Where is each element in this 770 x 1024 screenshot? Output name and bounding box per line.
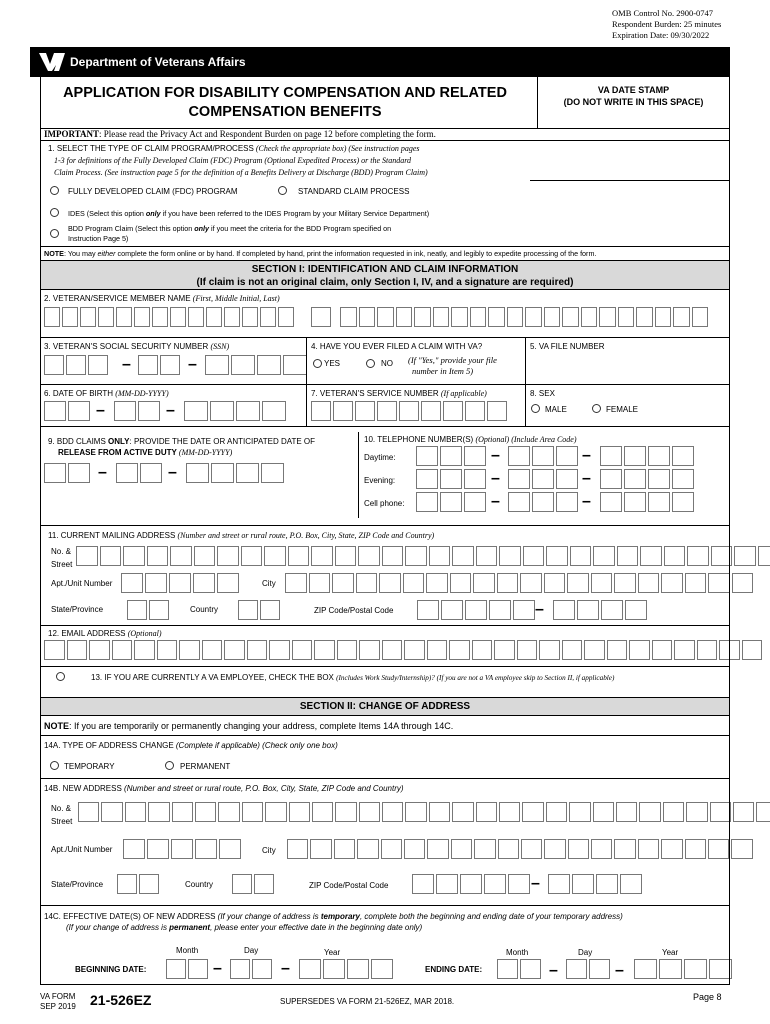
end-month-boxes[interactable] — [497, 959, 541, 979]
item12-label — [48, 629, 162, 638]
new-zip-main[interactable] — [412, 874, 530, 894]
mailing-city-boxes[interactable] — [285, 573, 753, 593]
form-title-line1: APPLICATION FOR DISABILITY COMPENSATION AND RELATED — [63, 85, 507, 101]
end-year-header: Year — [662, 948, 679, 957]
standard-label: STANDARD CLAIM PROCESS — [298, 187, 410, 196]
item2-label-text: 2. VETERAN/SERVICE MEMBER NAME — [44, 294, 193, 303]
item9-a: 9. BDD CLAIMS — [48, 437, 109, 446]
bdd-text-b: if you meet the criteria for the BDD Program specified on — [209, 224, 392, 233]
item10-hint: (Optional) (Include Area Code) — [475, 435, 577, 444]
temporary-label: TEMPORARY — [64, 762, 115, 771]
mailing-zip-dash: – — [535, 601, 544, 618]
item14c-a: 14C. EFFECTIVE DATE(S) OF NEW ADDRESS — [44, 912, 218, 921]
footer-va-form — [40, 992, 76, 1012]
omb-block — [612, 8, 721, 41]
footer-page: Page 8 — [693, 992, 722, 1002]
daytime-dash2: – — [582, 447, 591, 464]
item10-label — [364, 435, 577, 444]
mailing-country-label: Country — [190, 605, 219, 614]
filed-claim-yes-label: YES — [324, 359, 341, 368]
note1-b: complete the form online or by hand. If completed by hand, print the information requested in ink, neatly, and legibly to expedite processing of the form. — [115, 249, 597, 258]
begin-day-boxes[interactable] — [230, 959, 272, 979]
item4-hint2: number in Item 5) — [412, 366, 474, 376]
item10-label-text: 10. TELEPHONE NUMBER(S) — [364, 435, 476, 444]
last-name-boxes[interactable] — [340, 307, 708, 327]
sex-male-radio[interactable] — [531, 404, 540, 413]
item4-hint — [408, 355, 497, 377]
fdc-label: FULLY DEVELOPED CLAIM (FDC) PROGRAM — [68, 187, 238, 196]
new-country-label: Country — [185, 880, 214, 889]
note2-text: : If you are temporarily or permanently changing your address, complete Items 14A through 14C. — [69, 721, 454, 731]
item14a-label — [44, 741, 338, 750]
omb-control: OMB Control No. 2900-0747 — [612, 8, 714, 18]
va-logo-icon — [38, 51, 66, 73]
dob-dash2: – — [166, 402, 175, 419]
item7-label-text: 7. VETERAN'S SERVICE NUMBER — [311, 389, 441, 398]
email-boxes[interactable] — [44, 640, 762, 660]
dob-month[interactable] — [44, 401, 90, 421]
ides-text-a: IDES (Select this option — [68, 209, 146, 218]
section1-title: SECTION I: IDENTIFICATION AND CLAIM INFORMATION — [251, 264, 519, 275]
bdd-only: only — [194, 224, 210, 233]
form-title — [40, 84, 530, 122]
item14c-c: , complete both the beginning and ending date of your temporary address) — [359, 912, 623, 921]
new-state-boxes[interactable] — [117, 874, 159, 894]
mailing-apt-label: Apt./Unit Number — [51, 579, 113, 588]
ides-text-b: if you have been referred to the IDES Program by your Military Service Department) — [160, 209, 430, 218]
begin-day-header: Day — [244, 946, 259, 955]
end-day-header: Day — [578, 948, 593, 957]
item14c-e: , please enter your effective date in the beginning date only) — [210, 923, 423, 932]
begin-year-header: Year — [324, 948, 341, 957]
footer-va-form-label: VA FORM — [40, 992, 76, 1001]
item9-only: ONLY — [108, 437, 130, 446]
sex-male-label: MALE — [545, 405, 567, 414]
new-city-label: City — [262, 846, 276, 855]
item14b-label-text: 14B. NEW ADDRESS — [44, 784, 125, 793]
ssn-dash1: – — [122, 356, 131, 373]
ending-date-label: ENDING DATE: — [425, 965, 483, 974]
item6-label — [44, 389, 169, 398]
begin-year-boxes[interactable] — [299, 959, 393, 979]
middle-initial-box[interactable] — [311, 307, 331, 327]
item14b-label — [44, 784, 404, 793]
mailing-state-boxes[interactable] — [127, 600, 169, 620]
ssn-part3[interactable] — [205, 355, 307, 375]
note-form-completion — [44, 249, 596, 258]
item8-label: 8. SEX — [530, 389, 555, 398]
item5-label: 5. VA FILE NUMBER — [530, 342, 605, 351]
note1-either: either — [97, 249, 116, 258]
service-number-boxes[interactable] — [311, 401, 507, 421]
evening-prefix[interactable] — [508, 469, 578, 489]
release-dash1: – — [98, 464, 107, 481]
ssn-part1[interactable] — [44, 355, 108, 375]
end-day-boxes[interactable] — [566, 959, 610, 979]
evening-dash2: – — [582, 470, 591, 487]
daytime-label: Daytime: — [364, 453, 396, 462]
item6-label-text: 6. DATE OF BIRTH — [44, 389, 116, 398]
note2-label: NOTE — [44, 721, 70, 731]
item4-label: 4. HAVE YOU EVER FILED A CLAIM WITH VA? — [311, 342, 483, 351]
note1-label: NOTE — [44, 249, 64, 258]
item1-italic1: (Check the appropriate box) (See instruction pages — [253, 144, 420, 153]
item14a-label-text: 14A. TYPE OF ADDRESS CHANGE — [44, 741, 176, 750]
evening-label: Evening: — [364, 476, 396, 485]
form-title-line2: COMPENSATION BENEFITS — [188, 104, 382, 120]
temporary-radio[interactable] — [50, 761, 59, 770]
stamp-line1: VA DATE STAMP — [597, 85, 670, 95]
new-zip-dash: – — [531, 875, 540, 892]
end-dash1: – — [549, 962, 558, 979]
item9-b: : PROVIDE THE DATE OR ANTICIPATED DATE OF — [129, 437, 316, 446]
beginning-date-label: BEGINNING DATE: — [75, 965, 147, 974]
item3-hint: (SSN) — [210, 342, 230, 351]
item11-label-text: 11. CURRENT MAILING ADDRESS — [48, 531, 178, 540]
item7-label — [311, 389, 487, 398]
mailing-apt-boxes[interactable] — [121, 573, 239, 593]
new-street-text: Street — [51, 817, 73, 826]
daytime-dash1: – — [491, 447, 500, 464]
filed-claim-yes-radio[interactable] — [313, 359, 322, 368]
item14c-d: (If your change of address is — [66, 923, 170, 932]
item11-label — [48, 531, 434, 540]
new-country-boxes[interactable] — [232, 874, 274, 894]
permanent-radio[interactable] — [165, 761, 174, 770]
important-text: : Please read the Privacy Act and Respondent Burden on page 12 before completing the form. — [99, 129, 436, 139]
begin-dash1: – — [213, 960, 222, 977]
evening-dash1: – — [491, 470, 500, 487]
section2-header: SECTION II: CHANGE OF ADDRESS — [40, 697, 730, 716]
release-day[interactable] — [116, 463, 162, 483]
cell-dash1: – — [491, 493, 500, 510]
bdd-text-c: Instruction Page 5) — [68, 234, 129, 243]
filed-claim-no-radio[interactable] — [366, 359, 375, 368]
cell-area[interactable] — [416, 492, 486, 512]
filed-claim-no-label: NO — [381, 359, 393, 368]
footer-supersedes: SUPERSEDES VA FORM 21-526EZ, MAR 2018. — [280, 997, 455, 1006]
bdd-text-a: BDD Program Claim (Select this option — [68, 224, 195, 233]
begin-month-header: Month — [176, 946, 199, 955]
first-name-boxes[interactable] — [44, 307, 294, 327]
new-apt-boxes[interactable] — [123, 839, 241, 859]
item1-instructions — [48, 143, 428, 179]
mailing-city-label: City — [262, 579, 276, 588]
item3-label-text: 3. VETERAN'S SOCIAL SECURITY NUMBER — [44, 342, 211, 351]
fdc-radio[interactable] — [50, 186, 59, 195]
item14b-hint: (Number and street or rural route, P.O. Box, City, State, ZIP Code and Country) — [124, 784, 404, 793]
item14c-temporary: temporary — [320, 912, 360, 921]
mailing-zip-ext[interactable] — [553, 600, 647, 620]
item13-label — [91, 673, 614, 682]
end-month-header: Month — [506, 948, 529, 957]
item11-hint: (Number and street or rural route, P.O. Box, City, State, ZIP Code and Country) — [177, 531, 435, 540]
item13-hint: (Includes Work Study/Internship)? (If you are not a VA employee skip to Section II, if applicable) — [336, 674, 615, 682]
item7-hint: (If applicable) — [440, 389, 487, 398]
section1-subtitle: (If claim is not an original claim, only Section I, IV, and a signature are required) — [196, 277, 574, 288]
new-city-boxes[interactable] — [287, 839, 753, 859]
va-date-stamp — [537, 84, 730, 108]
dob-year[interactable] — [184, 401, 286, 421]
important-notice — [44, 129, 436, 139]
begin-month-boxes[interactable] — [166, 959, 208, 979]
new-zip-label: ZIP Code/Postal Code — [309, 881, 389, 890]
new-street-label — [51, 802, 72, 828]
new-apt-label: Apt./Unit Number — [51, 845, 113, 854]
bdd-label — [68, 224, 391, 244]
ides-radio[interactable] — [50, 208, 59, 217]
item14c-b: (If your change of address is — [217, 912, 321, 921]
item14c-label — [44, 911, 623, 933]
permanent-label: PERMANENT — [180, 762, 231, 771]
item6-hint: (MM-DD-YYYY) — [115, 389, 169, 398]
cell-dash2: – — [582, 493, 591, 510]
note-address-change — [44, 721, 453, 731]
ides-only: only — [145, 209, 161, 218]
item13-label-text: 13. IF YOU ARE CURRENTLY A VA EMPLOYEE, CHECK THE BOX — [91, 673, 337, 682]
ssn-dash2: – — [188, 356, 197, 373]
sex-female-radio[interactable] — [592, 404, 601, 413]
dob-day[interactable] — [114, 401, 160, 421]
ssn-part2[interactable] — [138, 355, 180, 375]
cell-label: Cell phone: — [364, 499, 405, 508]
item12-hint: (Optional) — [127, 629, 162, 638]
mailing-street-label — [51, 545, 72, 571]
item1-label: 1. SELECT THE TYPE OF CLAIM PROGRAM/PROCESS — [48, 144, 254, 153]
omb-expiration: Expiration Date: 09/30/2022 — [612, 30, 710, 40]
dob-dash1: – — [96, 402, 105, 419]
daytime-area[interactable] — [416, 446, 486, 466]
item4-hint1: (If "Yes," provide your file — [408, 355, 497, 365]
footer-date: SEP 2019 — [40, 1002, 76, 1011]
item9-c: RELEASE FROM ACTIVE DUTY — [58, 448, 179, 457]
mailing-zip-main[interactable] — [417, 600, 535, 620]
item3-label — [44, 342, 229, 351]
mailing-country-boxes[interactable] — [238, 600, 280, 620]
cell-line[interactable] — [600, 492, 694, 512]
end-year-boxes[interactable] — [634, 959, 732, 979]
va-employee-radio[interactable] — [56, 672, 65, 681]
item12-label-text: 12. EMAIL ADDRESS — [48, 629, 128, 638]
begin-dash2: – — [281, 960, 290, 977]
item2-hint: (First, Middle Initial, Last) — [192, 294, 280, 303]
new-no-label: No. & — [51, 804, 72, 813]
footer-form-number: 21-526EZ — [90, 992, 152, 1008]
evening-line[interactable] — [600, 469, 694, 489]
standard-radio[interactable] — [278, 186, 287, 195]
end-dash2: – — [615, 962, 624, 979]
item14a-hint: (Complete if applicable) (Check only one box) — [175, 741, 338, 750]
new-street-boxes[interactable] — [78, 802, 770, 822]
daytime-prefix[interactable] — [508, 446, 578, 466]
stamp-line2: (DO NOT WRITE IN THIS SPACE) — [563, 97, 704, 107]
evening-area[interactable] — [416, 469, 486, 489]
item14c-permanent: permanent — [169, 923, 211, 932]
item2-label — [44, 294, 280, 303]
agency-bar — [30, 47, 730, 77]
item1-italic3: Claim Process. (See instruction page 5 for the definition of a Benefits Delivery at Discharge (BDD) Program Claim) — [54, 168, 428, 177]
item9-hint: (MM-DD-YYYY) — [178, 448, 233, 457]
release-month[interactable] — [44, 463, 90, 483]
mailing-street-text: Street — [51, 560, 73, 569]
mailing-state-label: State/Province — [51, 605, 104, 614]
important-label: IMPORTANT — [44, 129, 100, 139]
release-year[interactable] — [186, 463, 284, 483]
agency-name: Department of Veterans Affairs — [70, 55, 246, 69]
mailing-zip-label: ZIP Code/Postal Code — [314, 606, 394, 615]
new-state-label: State/Province — [51, 880, 104, 889]
bdd-radio[interactable] — [50, 229, 59, 238]
ides-label — [68, 209, 429, 218]
release-dash2: – — [168, 464, 177, 481]
new-zip-ext[interactable] — [548, 874, 642, 894]
daytime-line[interactable] — [600, 446, 694, 466]
item1-italic2: 1-3 for definitions of the Fully Developed Claim (FDC) Program (Optional Expedited Process) or the Standard — [54, 156, 412, 165]
mailing-no-label: No. & — [51, 547, 72, 556]
omb-burden: Respondent Burden: 25 minutes — [612, 19, 722, 29]
mailing-street-boxes[interactable] — [76, 546, 770, 566]
section1-header — [40, 260, 730, 290]
item9-label — [48, 436, 315, 458]
note1-a: : You may — [63, 249, 98, 258]
cell-prefix[interactable] — [508, 492, 578, 512]
sex-female-label: FEMALE — [606, 405, 639, 414]
